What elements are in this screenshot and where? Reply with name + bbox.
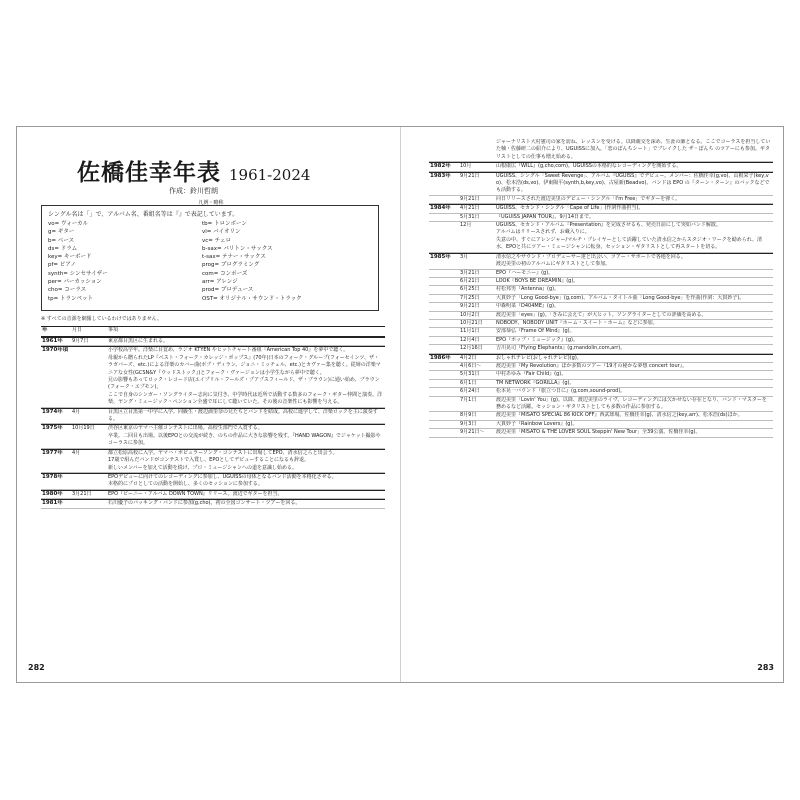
row-date: 3月21日 [72, 490, 92, 497]
legend-entry: arr= アレンジ [202, 279, 238, 286]
row-date: 3月21日 [460, 269, 480, 276]
row-event: EPO『ビーニー・アルバム DOWN TOWN』リリース。渡辺でギターを担当。 [108, 490, 283, 497]
row-year [429, 429, 460, 436]
row-event: NOBODY、NOBODY UNIT『ホーム・スイート・ホーム』などに参加。 [496, 319, 658, 326]
table-row [429, 380, 773, 388]
table-row [41, 490, 385, 499]
row-event: LOOK『BOYS BE DREAMIN』(g)。 [496, 277, 579, 284]
table-row [41, 473, 385, 490]
legend-entry: prog= プログラミング [202, 262, 260, 269]
table-row [41, 408, 385, 425]
legend-entry: vc= チェロ [202, 237, 231, 244]
legend-entry: ds= ドラム [48, 245, 78, 252]
row-year: 1980年 [42, 490, 63, 497]
row-date: 6月24日 [460, 388, 480, 395]
legend-note: シングル名は「」で、アルバム名、番組名等は『』で表記しています。 [48, 211, 239, 218]
row-event: 都立松原高校に入学。ヤマハ・ポピュラーソング・コンテストに出場してEPO、清水信之らと出会う。 17歳で組んだバンドがコンテストで入賞し、EPOとしてデビューすることになるも辞退。 新しいメンバーを加えて活動を続け、プロ・ミュージシャンへの道を意識し始める。 [108, 449, 338, 471]
table-row [429, 214, 773, 222]
row-year [429, 380, 460, 387]
row-event: UGUISS、シングル「Sweet Revenge」、アルバム『UGUISS』でデビュー。メンバー：佐橋佳幸(g,vo)、山根栄子(key,vo)、松本浩(ds,vo)、伊東陽平(synth,b,key,vo)、古屋新(Beadvo)、バンドは EPO の『ターン・ターン』のバックなどでも活動する。 [496, 172, 770, 194]
header-date: 月日 [72, 327, 83, 333]
header-event: 事項 [108, 327, 119, 333]
table-row [429, 295, 773, 303]
legend-entry: cho= コーラス [48, 287, 87, 294]
row-year [429, 270, 460, 277]
legend-entry: per= パーカッション [48, 279, 102, 286]
row-year [429, 320, 460, 327]
row-year: 1977年 [42, 449, 63, 456]
row-event: 『UGUISS JAPAN TOUR』、9月14日まで。 [496, 213, 594, 220]
table-row [429, 286, 773, 294]
row-event: 渡辺美里『MISATO SPECIAL 86 KICK OFF』西武球場。佐橋佳幸(g)、清水信之(key,arr)、松本浩(ds)ほか。 [496, 412, 743, 419]
table-row [429, 204, 773, 213]
page-title [77, 154, 310, 187]
row-date: 10月 [460, 163, 472, 170]
row-year [429, 363, 460, 370]
row-date: 10月19日 [72, 425, 95, 432]
row-date: 12月4日 [460, 336, 480, 343]
row-date: 12月16日 [460, 345, 483, 352]
row-event: おしゃれテレビ(おしゃれテレビ)(g)。 [496, 354, 582, 361]
row-event: 中森明菜『D404ME』(g)。 [496, 303, 559, 310]
table-row [41, 337, 385, 346]
table-row [429, 371, 773, 379]
row-date: 4月6日～ [460, 362, 482, 369]
row-date: 9月21日～ [460, 429, 485, 436]
table-row [429, 412, 773, 420]
row-date: 6月21日 [460, 277, 480, 284]
row-event: 同日リリースされた渡辺美里のデビュー・シングル「I'm Free」でギターを弾く。 [496, 195, 681, 202]
row-event: TM NETWORK『GORILLA』(g)。 [496, 379, 575, 386]
row-year: 1982年 [430, 163, 451, 170]
row-year [429, 286, 460, 293]
table-row [429, 222, 773, 253]
row-year: 1986年 [430, 354, 451, 361]
row-event: 小学校高学年。洋楽に目覚め、ラジオ KTYEN やヒットチャート番組『American Top 40』を夢中で聴く。 母親から贈られたLP『ベスト・フォーク・カレッジ・ポップス』(70年)日本のフォーク・グループ(フォーセインツ、ザ・ラガバーズ、etc.)による洋楽のカバー曲(ボブ・ディラン、ジョニ・ミッチェル、etc.)とカヴァー集を聴く。従姉の洋楽マニアな女性(GCSN&Y『ウッドストック』)とフォーク・ヴァージョンは小学生ながら夢中で聴く。 兄の影響もあってロック・レコード店(エイプリル・フールズ・プアプスフィールド、ザ・ブラウン)に通い始め、ブラウン(フォーク・エプモン)。 ここで自身のシンガー・ソングライター志向に気付き、中学時代は近所で活動する数多のフォーク・ギター仲間と演奏。洋楽、ヤング・ミュージック・ペンション全盛で耳にして聴いていた。その後の音楽性にも影響を与える。 [108, 347, 383, 406]
legend-entry: t-sax= テナー・サックス [202, 254, 266, 261]
row-year: 1978年 [42, 473, 63, 480]
table-row [429, 303, 773, 311]
legend-column-right [202, 220, 356, 303]
row-year [429, 214, 460, 221]
row-year: 1981年 [42, 500, 63, 507]
table-row [429, 429, 773, 437]
row-event: 大貫妙子「Long Good-bye」(g,com)、アルバム・タイトル曲「Long Good-bye」を作曲(作詞：大貫妙子)。 [496, 294, 745, 301]
row-date: 11月1日 [460, 328, 480, 335]
row-date: 5月31日 [460, 371, 480, 378]
row-event: 山根康広『WILL』(g,cho,com)。UGUISSの本格的なレコーディングを開始する。 [496, 163, 682, 170]
table-row [429, 172, 773, 196]
row-date: 9月7日 [72, 338, 89, 344]
row-year [429, 421, 460, 428]
table-row [429, 162, 773, 171]
table-row [41, 499, 385, 508]
title-years: 1961-2024 [229, 166, 311, 184]
row-date: 10月21日 [460, 319, 483, 326]
row-event: UGUISS、セカンド・アルバム『Presentation』を完成させるも、発売日前にして突如バンド解散。 アルバムはリリースされず、お蔵入りに。 失意の中、すぐにアレンジャー/マルチ・プレイヤーとして活躍していた清水信之からスタジオ・ワークを勧められ、清水、EPOと共にツアー・ミュージシャンに転身。セッション・ギタリストとして再スタートを切る。 [496, 222, 762, 251]
legend-entry: tp= トランペット [48, 295, 94, 302]
table-row [429, 328, 773, 336]
row-date: 4月21日 [460, 205, 480, 212]
table-row [429, 337, 773, 345]
row-event: 目黒区立目黒第一中学に入学。同級生・渡辺満里奈の兄たちとバンドを結成。高校に進学して、洋楽ロックを主に演奏する。 [108, 408, 378, 423]
legend-entry: prod= プロデュース [202, 287, 254, 294]
table-row [429, 397, 773, 413]
table-row [429, 312, 773, 320]
row-event: 大貫妙子『Rainbow Lovers』(g)。 [496, 420, 578, 427]
row-year [429, 388, 460, 395]
row-date [72, 474, 108, 489]
row-year [429, 303, 460, 310]
row-year [429, 337, 460, 344]
legend-entry: b= ベース [48, 237, 75, 244]
legend-entry: OST= オリジナル・サウンド・トラック [202, 295, 302, 302]
table-body [41, 337, 385, 509]
left-page [17, 127, 400, 682]
row-date: 9月21日 [460, 195, 480, 202]
row-event: 吉川晃司『Flying Elephants』(g,mandolin,com,arr)。 [496, 345, 626, 352]
row-year [429, 371, 460, 378]
row-date: 9月21日 [460, 172, 480, 179]
row-year [429, 295, 460, 302]
row-event: ジャーナリスト大村憲司の家を訪ね、レッスンを受ける。以降親交を深め、生涯の師となる。ここでコーラスを担当していた楠・佐藤研二の紹介により、UGUISSに加入。「恋のぼんちシート」でブレイクした ザ・ぼんち のツアーにも参加。ギタリストとしての仕事も増え始める。 [496, 139, 771, 160]
legend-entry: b-sax= バリトン・サックス [202, 245, 273, 252]
row-date: 9月3日 [460, 420, 477, 427]
page-number: 282 [28, 663, 45, 672]
row-event: 渋谷区東京のヤマハ主催コンテストに出場。高校生部門で入賞する。 卒業。二回目も出場。以後EPOとの交流が続き、のちの作品に大きな影響を残す。『HAND WAGON』でジャケット撮影やコーラスに参加。 [108, 425, 381, 447]
table-row [41, 449, 385, 473]
row-date: 12月 [460, 222, 472, 229]
row-year: 1974年 [42, 408, 63, 415]
row-date: 7月1日 [460, 396, 477, 403]
page-number: 283 [757, 663, 774, 672]
row-year [429, 139, 460, 161]
row-date [72, 500, 108, 507]
legend-entry: g= ギター [48, 229, 75, 236]
table-row [429, 196, 773, 204]
row-date: 8月9日 [460, 412, 477, 419]
row-event: EPO『ポップ・ミュージック』(g)。 [496, 336, 578, 343]
legend-entry: pf= ピアノ [48, 262, 76, 269]
table-row [41, 424, 385, 448]
legend-entry: tb= トロンボーン [202, 221, 247, 227]
table-row [429, 320, 773, 328]
row-date: 4月 [72, 408, 81, 415]
row-event: 松本晃一バウンド『旅立つ日に』(g,com,sound-prod)。 [496, 388, 626, 395]
footnote: ※ すべての音源を網羅しているわけではありません。 [41, 316, 162, 322]
row-year [429, 412, 460, 419]
row-date: 4月2日 [460, 354, 477, 361]
table-header [41, 326, 385, 337]
row-year: 1984年 [430, 205, 451, 212]
table-row [429, 278, 773, 286]
row-year: 1975年 [42, 425, 63, 432]
row-year [429, 345, 460, 352]
table-row [429, 253, 773, 270]
row-event: 石川優子のバッキング・バンドに参加(g,cho)。初の全国コンサート・ツアーを回る。 [108, 500, 301, 507]
table-row [429, 139, 773, 162]
title-text: 佐橋佳幸年表 [77, 159, 221, 186]
row-event: 渡辺美里『My Revolution』ほか多数のツアー『19才の秘かな夢想 concert tour』。 [496, 362, 688, 369]
row-year [429, 222, 460, 252]
book-spread [16, 126, 784, 683]
legend-entry: com= コンポーズ [202, 270, 248, 277]
row-year: 1961年 [42, 338, 63, 344]
table-row [429, 345, 773, 353]
row-event: 清水信之やサウンド・プロデューサー達と出会い、ツアー・サポートで各地を回る。 渡辺美里の初のアルバムにギタリストとして参加。 [496, 253, 686, 268]
table-body [429, 139, 773, 438]
chronology-table-continued [429, 139, 773, 438]
row-event: 東京都目黒区に生まれる。 [108, 338, 169, 344]
header-year: 年 [42, 327, 48, 333]
row-year [429, 196, 460, 203]
row-year: 1983年 [430, 172, 451, 179]
row-date: 7月25日 [460, 294, 480, 301]
legend-entry: vo= ヴォーカル [48, 221, 89, 227]
row-date [72, 347, 108, 406]
legend-entry: key= キーボード [48, 254, 92, 261]
legend-grid [48, 220, 372, 303]
row-year: 1985年 [430, 253, 451, 260]
table-row [429, 421, 773, 429]
legend-heading: 凡例・略称 [198, 200, 224, 206]
row-date: 6月1日 [460, 379, 477, 386]
legend-column-left [48, 220, 202, 303]
row-event: 渡辺美里「MISATO & THE LOVER SOUL Steppin' New Tour」全39公演、佐橋佳幸(g)。 [496, 429, 701, 436]
row-year [429, 328, 460, 335]
table-row [41, 346, 385, 407]
row-date: 4月 [72, 449, 81, 456]
row-date: 6月25日 [460, 286, 480, 293]
row-event: 渡辺美里「Lovin' You」(g)。以降、渡辺美里のライヴ、レコーディングには欠かせない存在となり、バンド・マスターを務めるなど活躍。セッション・ギタリストとしても多数の作品に参加する。 [496, 396, 767, 410]
row-year [429, 397, 460, 412]
row-date: 9月21日 [460, 303, 480, 310]
row-event: EPOデビューに向けてのレコーディングに参加し、UGUISSの母体となるバンド活動を本格化させる。 本格的にプロとしての活動を開始し、多くのセッションに参加する。 [108, 473, 337, 488]
chronology-table [41, 326, 385, 509]
legend-box [41, 205, 379, 311]
table-row [429, 354, 773, 363]
row-date: 10月2日 [460, 311, 480, 318]
row-event: 安部恭弘『Frame Of Mind』(g)。 [496, 328, 575, 335]
row-year [429, 278, 460, 285]
row-event: 村松邦男『Antenna』(g)。 [496, 286, 560, 293]
row-date [460, 139, 496, 161]
legend-entry: vl= バイオリン [202, 229, 241, 236]
table-row [429, 388, 773, 396]
author-credit: 作成：鈴川哲朗 [169, 187, 218, 195]
row-event: 中村あゆみ『Fair Child』(g)。 [496, 371, 567, 378]
right-page [401, 127, 784, 682]
row-date: 3月 [460, 253, 469, 260]
table-row [429, 270, 773, 278]
table-row [429, 363, 773, 371]
row-year: 1970年頃 [42, 347, 69, 354]
row-event: 渡辺美里「eyes」(g)。「きみに会えて」が大ヒット。ソングライターとしての評価を高める。 [496, 311, 707, 318]
row-event: EPO『ハーモニー』(g)。 [496, 269, 554, 276]
row-date: 5月31日 [460, 213, 480, 220]
row-year [429, 312, 460, 319]
legend-entry: synth= シンセサイザー [48, 270, 108, 277]
row-event: UGUISS、セカンド・シングル「Cape of Life」(作詞作曲担当)。 [496, 205, 644, 212]
